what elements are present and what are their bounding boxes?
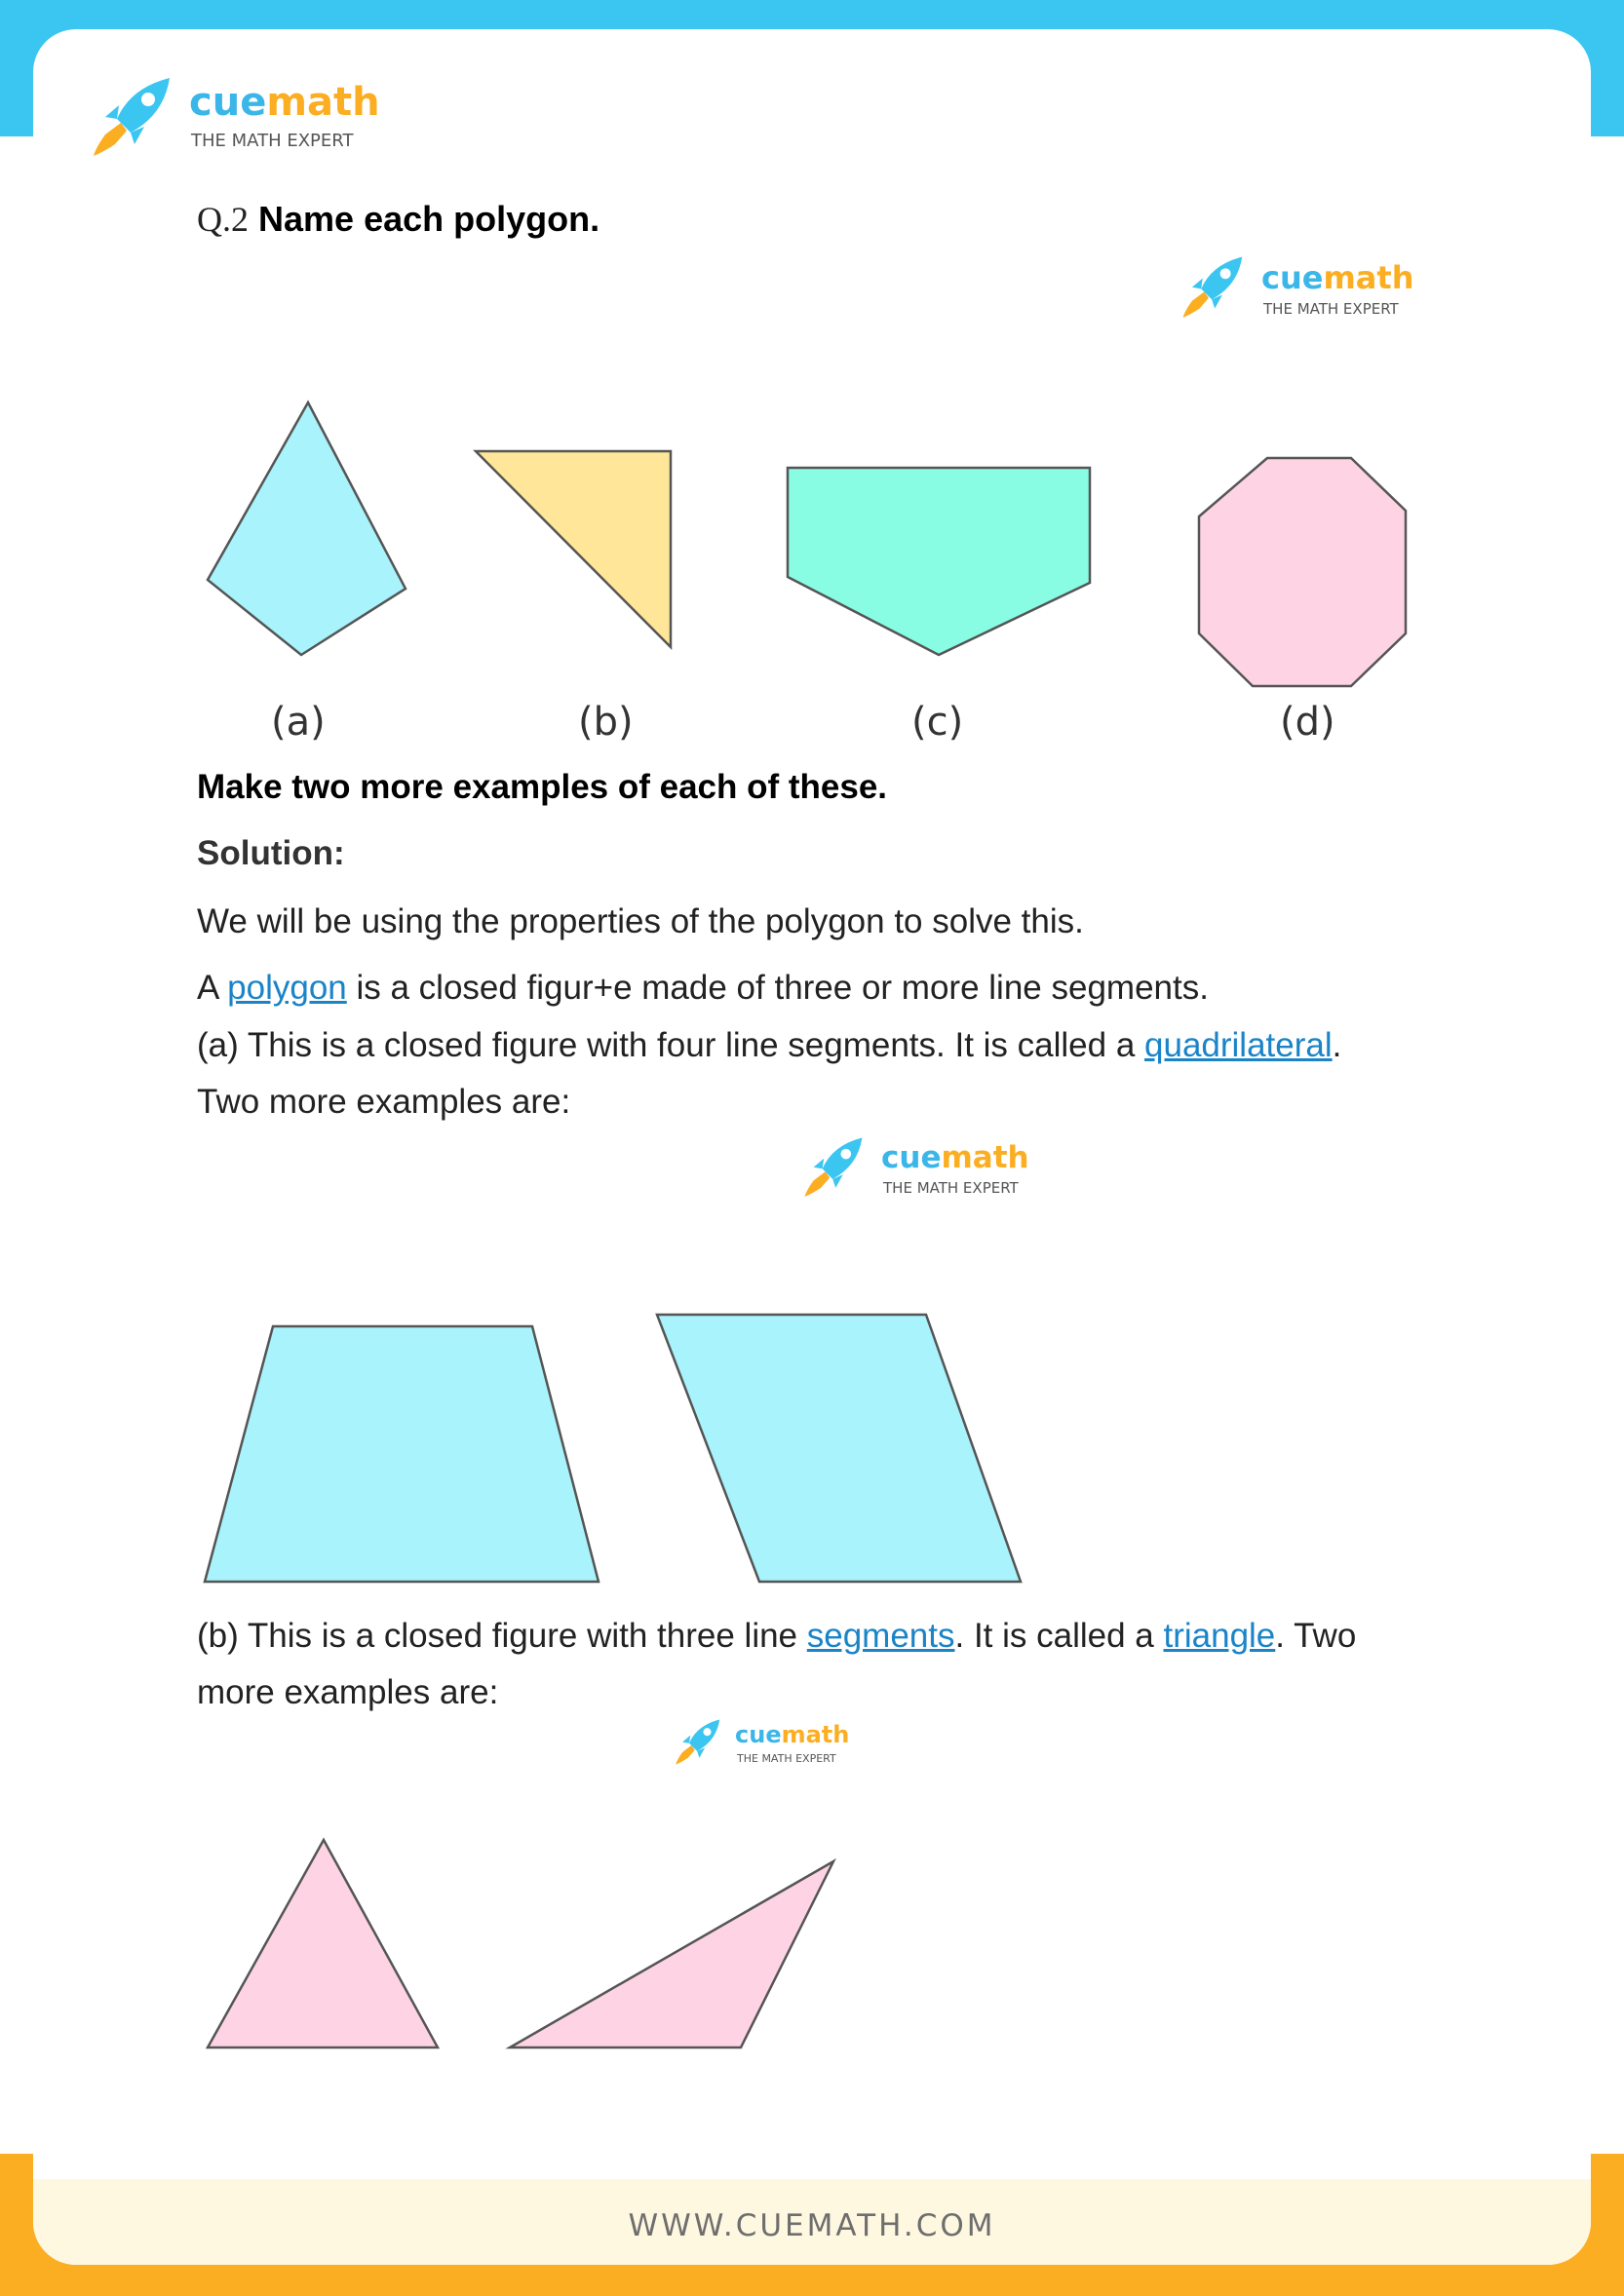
polygon-link[interactable]: polygon	[227, 969, 347, 1007]
figure-label-d: (d)	[1280, 700, 1335, 745]
brand-tagline: THE MATH EXPERT	[883, 1179, 1019, 1197]
part-b-examples-intro: more examples are:	[197, 1673, 499, 1711]
brand-tagline: THE MATH EXPERT	[737, 1752, 836, 1765]
segments-link[interactable]: segments	[806, 1617, 955, 1655]
brand-wordmark: cuemath	[1261, 259, 1414, 296]
figure-label-c: (c)	[911, 700, 964, 745]
part-a-examples-intro: Two more examples are:	[197, 1083, 571, 1121]
brand-tagline: THE MATH EXPERT	[1263, 300, 1399, 318]
brand-wordmark: cuemath	[735, 1721, 850, 1748]
part-a-text: (a) This is a closed figure with four line segments. It is called a quadrilateral.	[197, 1026, 1342, 1064]
equilateral-triangle-shape	[208, 1840, 438, 2047]
brand-wordmark: cuemath	[189, 80, 380, 125]
instruction: Make two more examples of each of these.	[197, 768, 888, 806]
figure-label-a: (a)	[271, 700, 326, 745]
footer-url: WWW.CUEMATH.COM	[628, 2208, 996, 2243]
brand-wordmark: cuemath	[881, 1140, 1029, 1175]
brand-tagline: THE MATH EXPERT	[191, 131, 354, 151]
solution-heading: Solution:	[197, 834, 345, 872]
footer-band	[33, 2179, 1591, 2265]
figure-label-b: (b)	[578, 700, 634, 745]
part-b-text: (b) This is a closed figure with three line segments. It is called a triangle. Two	[197, 1617, 1357, 1655]
solution-intro: We will be using the properties of the polygon to solve this.	[197, 902, 1084, 940]
quadrilateral-link[interactable]: quadrilateral	[1144, 1026, 1333, 1064]
triangle-link[interactable]: triangle	[1163, 1617, 1276, 1655]
obtuse-triangle-shape	[510, 1861, 833, 2047]
polygon-definition: A polygon is a closed figur+e made of three or more line segments.	[197, 969, 1209, 1007]
question-title: Q.2 Name each polygon.	[197, 199, 600, 239]
